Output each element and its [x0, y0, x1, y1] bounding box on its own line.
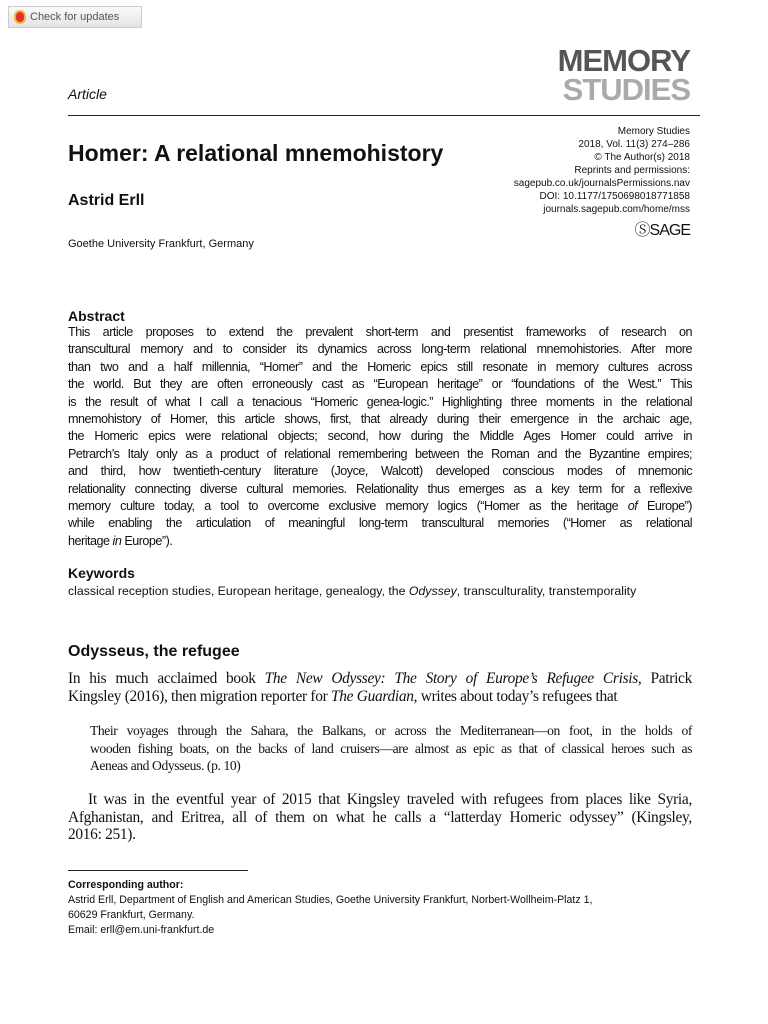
text-line [68, 411, 692, 428]
text-line [68, 324, 692, 341]
text-line [68, 359, 692, 376]
email-link[interactable]: Email: erll@em.uni-frankfurt.de [68, 924, 215, 936]
keywords-text [68, 584, 636, 598]
meta-line: © The Author(s) 2018 [594, 152, 690, 163]
text-segment: The New Odyssey: The Story of Europe’s Refugee Crisis [264, 670, 638, 687]
page-title: Homer: A relational mnemohistory [68, 140, 444, 166]
text-segment: Their voyages through the Sahara, the Balkans, or across the Mediterranean—on foot, in the holds of [90, 723, 692, 738]
text-line [68, 376, 692, 393]
text-segment: memory culture today, a tool to overcome exclusive memory logics (“Homer as the heritage [68, 499, 628, 514]
abstract-heading: Abstract [68, 308, 125, 324]
text-line [68, 341, 692, 358]
section-heading: Odysseus, the refugee [68, 643, 240, 660]
logo-line2: STUDIES [562, 72, 690, 107]
keywords-heading: Keywords [68, 565, 135, 581]
doi-link[interactable]: DOI: 10.1177/1750698018771858 [539, 191, 690, 202]
text-segment: This article proposes to extend the prevalent short-term and presentist frameworks of research on [68, 325, 692, 339]
text-segment: Kingsley (2016), then migration reporter for [68, 687, 332, 705]
text-segment: It was in the eventful year of 2015 that Kingsley traveled with refugees from places like Syria, [88, 791, 692, 808]
text-segment: The Guardian [331, 687, 414, 705]
text-segment: classical reception studies, European heritage, genealogy, the [68, 584, 409, 598]
text-line [68, 670, 692, 688]
text-line [68, 809, 692, 827]
text-line [68, 481, 692, 498]
text-line [90, 740, 692, 758]
text-segment: Europe”). [121, 533, 173, 548]
text-segment: 2016: 251). [68, 826, 136, 844]
text-line [68, 533, 692, 550]
footnote-line: 60629 Frankfurt, Germany. [68, 909, 195, 921]
body-paragraph [68, 670, 692, 705]
text-segment: the world. But they are often erroneously cast as “European heritage” or “foundations of the West.” This [68, 377, 692, 392]
footnote-heading: Corresponding author: [68, 879, 184, 891]
text-segment: than two and a half millennia, “Homer” and the Homeric epics still resonate in memory cultures across [68, 359, 692, 374]
text-segment: mnemohistory of Homer, this article shows, first, that already during their emergence in the archaic age, [68, 412, 692, 427]
corresponding-author-note [68, 878, 592, 938]
check-for-updates-button[interactable] [8, 6, 142, 28]
header-divider [68, 115, 700, 116]
text-line [68, 826, 692, 844]
text-line [68, 463, 692, 480]
text-segment: transcultural memory and to consider its dynamics across long-term relational mnemohistories. After more [68, 342, 692, 357]
logo-line1: MEMORY [557, 43, 690, 78]
meta-line: Memory Studies [617, 126, 690, 137]
publisher-name: SAGE [649, 222, 690, 239]
bookmark-icon [14, 10, 26, 24]
text-segment: In his much acclaimed book [68, 670, 265, 687]
author-name: Astrid Erll [68, 192, 145, 209]
text-segment: the Homeric epics were relational objects; second, how during the Middle Ages Homer could arrive in [68, 429, 692, 444]
footnote-divider [68, 870, 248, 871]
meta-line: Reprints and permissions: [574, 165, 690, 176]
article-label: Article [68, 86, 107, 102]
block-quote [90, 722, 692, 775]
footnote-line: Astrid Erll, Department of English and American Studies, Goethe University Frankfurt, Norbert-Wollheim-Platz 1, [68, 894, 593, 906]
permissions-link[interactable]: sagepub.co.uk/journalsPermissions.nav [513, 178, 690, 189]
check-updates-label: Check for updates [30, 11, 120, 23]
text-line [68, 515, 692, 532]
author-affiliation: Goethe University Frankfurt, Germany [68, 238, 254, 250]
journal-logo [557, 43, 690, 107]
text-line [90, 757, 692, 775]
text-line [68, 791, 692, 809]
text-segment: is the result of what I call a tenacious “Homeric genea-logic.” Highlighting three moments in the relational [68, 394, 692, 409]
text-line [68, 394, 692, 411]
text-segment: , Patrick [637, 670, 692, 687]
text-segment: Afghanistan, and Eritrea, all of them on what he calls a “latterday Homeric odyssey” (Kingsley, [68, 808, 692, 826]
text-segment: of [627, 499, 638, 514]
abstract-text [68, 324, 692, 550]
text-line [68, 446, 692, 463]
text-segment: , transculturality, transtemporality [456, 584, 637, 598]
text-line [68, 428, 692, 445]
text-line [90, 722, 692, 740]
text-line [68, 498, 692, 515]
text-segment: , writes about today’s refugees that [413, 687, 618, 705]
text-line [68, 688, 692, 706]
publisher-logo [635, 217, 690, 240]
text-segment: Europe”) [637, 499, 692, 514]
meta-line: 2018, Vol. 11(3) 274–286 [578, 139, 690, 150]
text-segment: Petrarch’s Italy only as a product of relational remembering between the Roman and the Byzantine empires; [68, 446, 692, 461]
text-segment: in [112, 533, 122, 548]
journal-meta [514, 125, 690, 216]
text-segment: heritage [68, 533, 113, 548]
text-segment: wooden fishing boats, on the backs of land cruisers—are almost as epic as that of classical heroes such as [90, 740, 692, 756]
text-segment: relationality connecting diverse cultural memories. Relationality thus emerges as a key term for a reflexive [68, 481, 692, 496]
sage-s-icon: Ⓢ [634, 222, 650, 239]
text-segment: Aeneas and Odysseus. (p. 10) [90, 758, 241, 774]
text-segment: while enabling the articulation of meaningful long-term transcultural memories (“Homer as relational [68, 516, 692, 531]
text-segment: Odyssey [408, 584, 457, 598]
journal-link[interactable]: journals.sagepub.com/home/mss [543, 204, 690, 215]
body-paragraph [68, 791, 692, 844]
text-segment: and third, how twentieth-century literature (Joyce, Walcott) developed conscious modes of mnemonic [68, 464, 692, 479]
